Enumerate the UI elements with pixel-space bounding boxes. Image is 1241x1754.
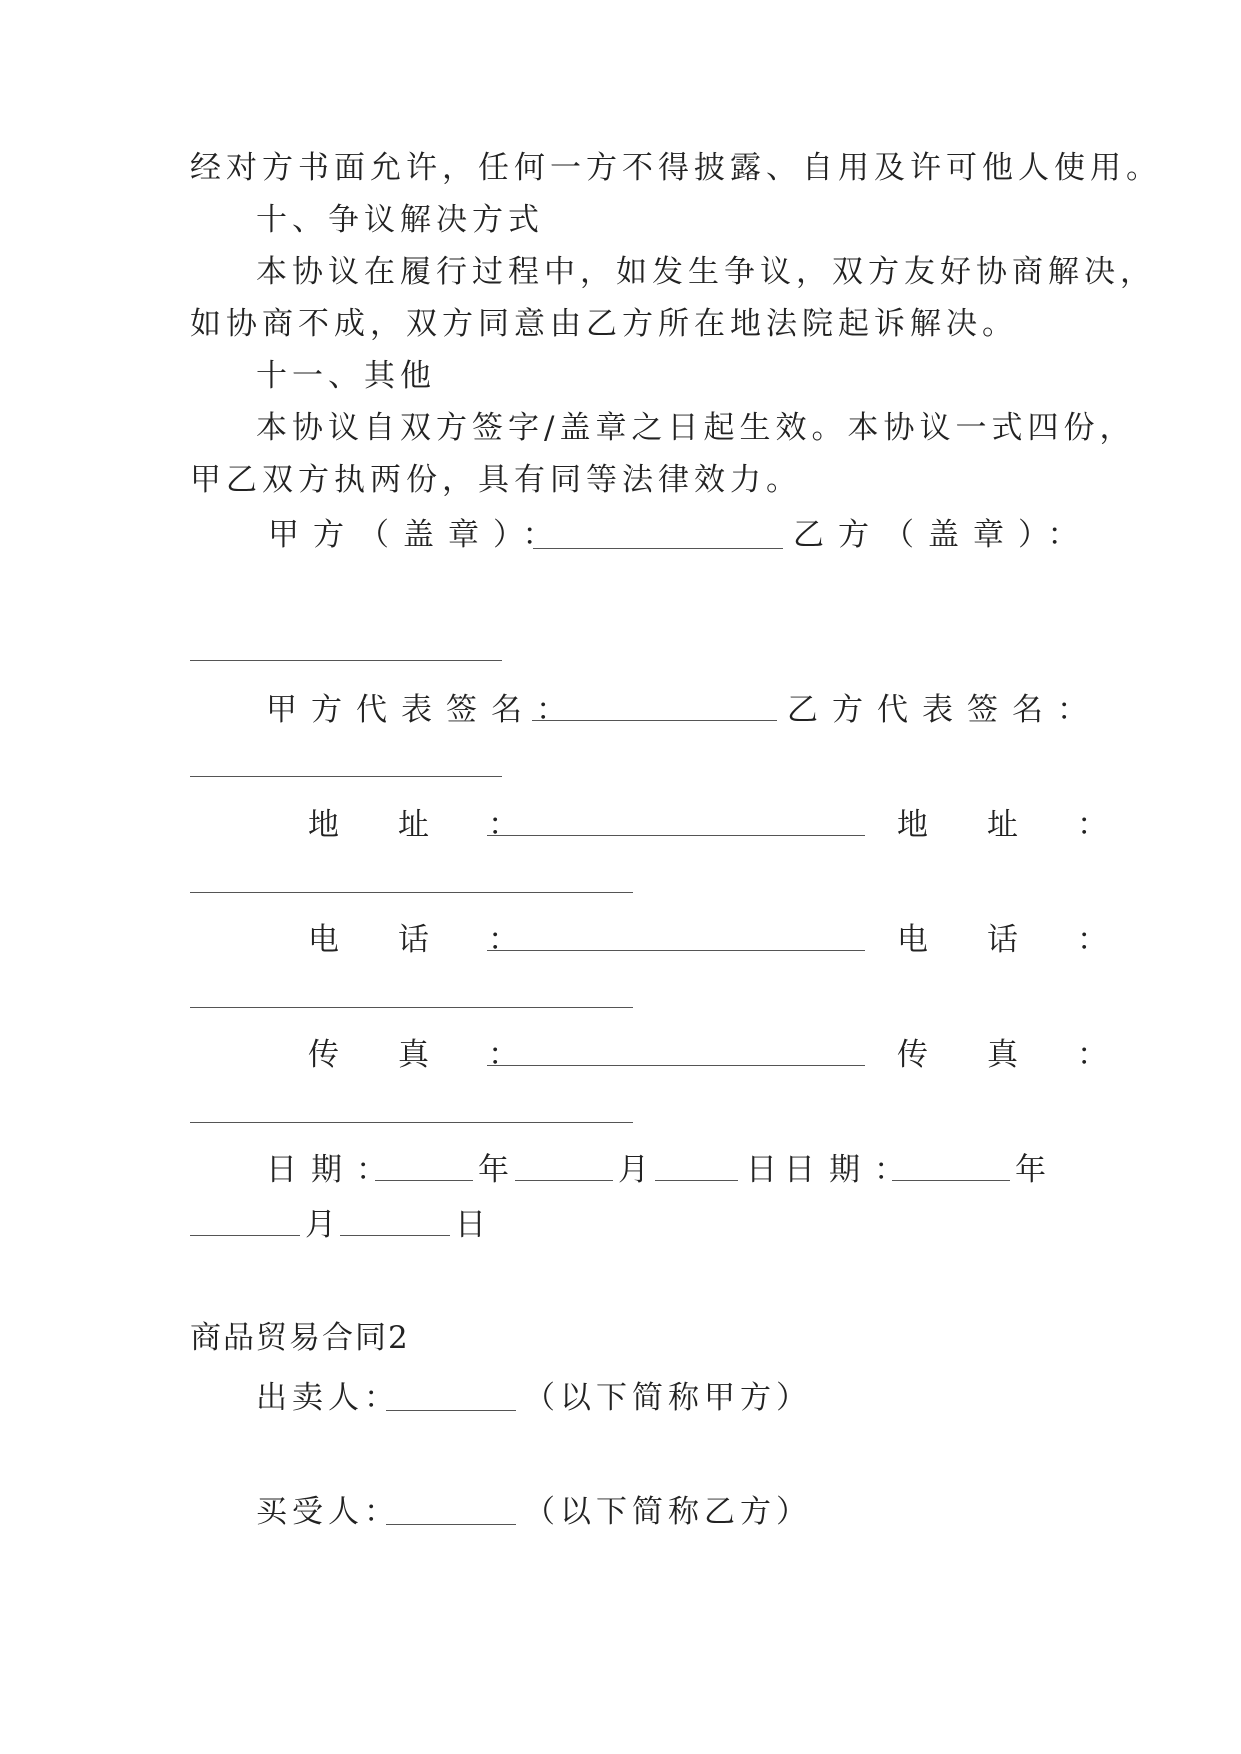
fax-a-blank	[487, 1065, 865, 1066]
party-a-rep-label: 甲方代表签名：	[266, 692, 581, 728]
party-a-seal-blank	[533, 548, 783, 549]
phone-b-blank	[190, 1007, 633, 1008]
party-b-rep-label: 乙方代表签名：	[787, 692, 1102, 728]
date-b-year-blank	[892, 1180, 1010, 1181]
date-a-month: 月	[618, 1152, 654, 1188]
party-b-seal-blank	[190, 660, 502, 661]
body-line: 甲乙双方执两份，具有同等法律效力。	[190, 462, 802, 498]
date-b-month-blank	[190, 1235, 300, 1236]
date-b-month: 月	[305, 1207, 341, 1243]
date-a-label: 日期：	[266, 1152, 401, 1188]
fax-a-label: 传 真 ：	[308, 1037, 533, 1073]
party-b-rep-blank	[190, 776, 502, 777]
body-line: 本协议在履行过程中，如发生争议，双方友好协商解决，	[256, 254, 1156, 290]
party-a-seal-label: 甲方（盖章）：	[268, 517, 568, 553]
seller-label: 出卖人：	[256, 1380, 400, 1416]
date-b-day: 日	[455, 1207, 491, 1243]
address-a-label: 地 址 ：	[308, 807, 533, 843]
seller-suffix: （以下简称甲方）	[524, 1380, 812, 1416]
body-line: 经对方书面允许，任何一方不得披露、自用及许可他人使用。	[190, 150, 1162, 186]
address-b-label: 地 址 ：	[897, 807, 1122, 843]
address-a-blank	[487, 835, 865, 836]
date-a-year: 年	[478, 1152, 514, 1188]
party-a-rep-blank	[532, 720, 777, 721]
body-line: 本协议自双方签字/盖章之日起生效。本协议一式四份，	[256, 410, 1136, 446]
date-a-year-blank	[375, 1180, 473, 1181]
date-b-year: 年	[1015, 1152, 1051, 1188]
buyer-blank	[386, 1524, 516, 1525]
buyer-suffix: （以下简称乙方）	[524, 1494, 812, 1530]
seller-blank	[386, 1410, 516, 1411]
section-heading: 十、争议解决方式	[256, 202, 544, 238]
phone-a-blank	[487, 950, 865, 951]
fax-b-label: 传 真 ：	[897, 1037, 1122, 1073]
buyer-label: 买受人：	[256, 1494, 400, 1530]
address-b-blank	[190, 892, 633, 893]
date-a-day-blank	[655, 1180, 738, 1181]
party-b-seal-label: 乙方（盖章）：	[793, 517, 1093, 553]
contract2-title: 商品贸易合同2	[190, 1320, 410, 1356]
phone-b-label: 电 话 ：	[897, 922, 1122, 958]
date-a-day: 日	[746, 1152, 782, 1188]
body-line: 如协商不成，双方同意由乙方所在地法院起诉解决。	[190, 306, 1018, 342]
fax-b-blank	[190, 1122, 633, 1123]
date-b-day-blank	[340, 1235, 450, 1236]
date-b-label: 日期：	[784, 1152, 919, 1188]
phone-a-label: 电 话 ：	[308, 922, 533, 958]
date-a-month-blank	[515, 1180, 613, 1181]
section-heading: 十一、其他	[256, 358, 436, 394]
